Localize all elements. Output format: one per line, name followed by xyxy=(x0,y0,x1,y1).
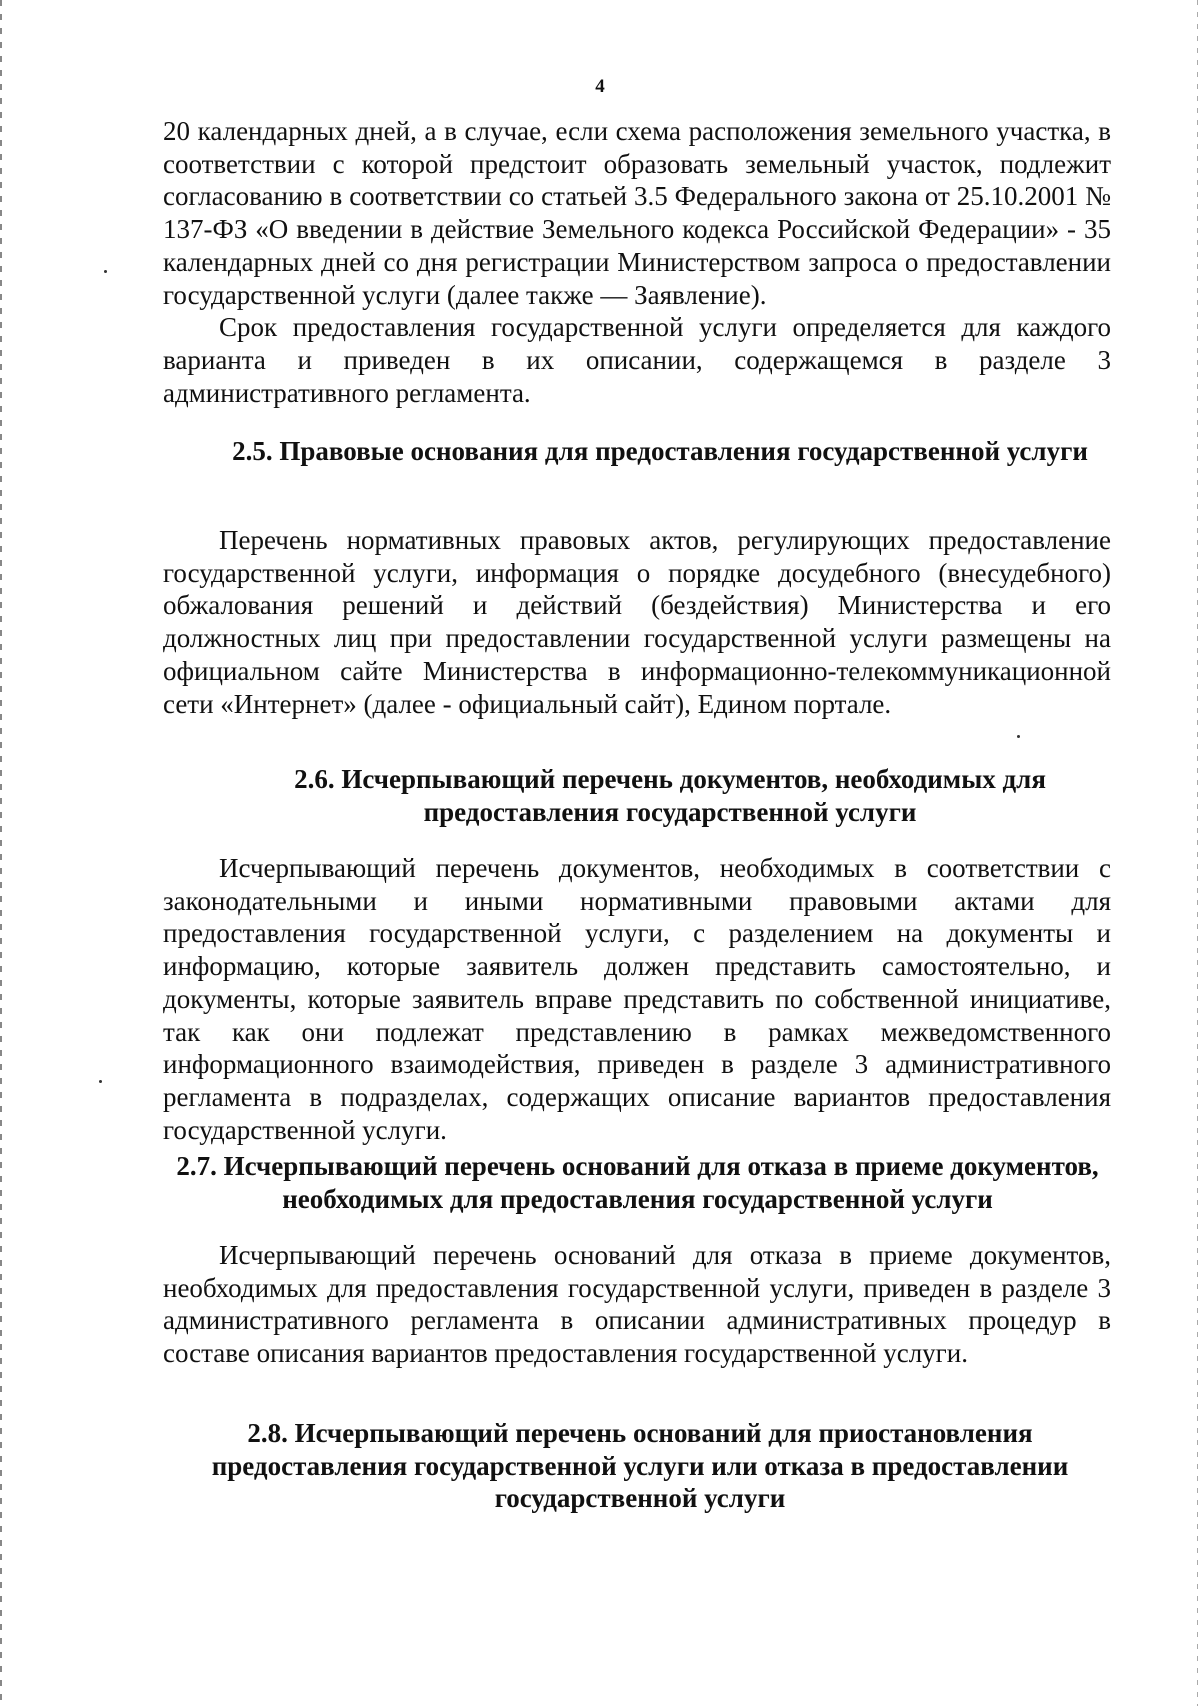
body-block-2-7 xyxy=(163,1239,1111,1370)
body-block-2-5 xyxy=(163,524,1111,720)
scan-right-edge xyxy=(1197,0,1198,1706)
heading-2-6: 2.6. Исчерпывающий перечень документов, необходимых для предоставления государственной услуги xyxy=(294,764,1046,827)
paragraph-term: Срок предоставления государственной услуги определяется для каждого варианта и приведен в их описании, содержащемся в разделе 3 административного регламента. xyxy=(163,312,1111,408)
scan-speck xyxy=(99,1080,102,1083)
heading-2-8: 2.8. Исчерпывающий перечень оснований для приостановления предоставления государственной услуги или отказа в предоставлении государственной услуги xyxy=(211,1418,1069,1514)
body-block-1 xyxy=(163,115,1111,409)
paragraph-2-6: Исчерпывающий перечень документов, необходимых в соответствии с законодательными и иными нормативными правовыми актами для предоставления государственной услуги, с разделением на документы и информацию, которые заявитель должен представить самостоятельно, и документы, которые заявитель вправе представить по собственной инициативе, так как они подлежат представлению в рамках межведомственного информационного взаимодействия, приведен в разделе 3 административного регламента в подразделах, содержащих описание вариантов предоставления государственной услуги. xyxy=(163,853,1111,1145)
paragraph-2-5: Перечень нормативных правовых актов, регулирующих предоставление государственной услуги, информация о порядке досудебного (внесудебного) обжалования решений и действий (бездействия) Министерства и его должностных лиц при предоставлении государственной услуги размещены на официальном сайте Министерства в информационно-телекоммуникационной сети «Интернет» (далее - официальный сайт), Едином портале. xyxy=(163,525,1111,719)
scan-speck xyxy=(104,270,107,273)
scan-left-edge xyxy=(0,0,2,1706)
heading-2-5: 2.5. Правовые основания для предоставления государственной услуги xyxy=(232,436,1088,466)
scan-speck xyxy=(1017,735,1020,738)
page-number: 4 xyxy=(595,76,605,97)
paragraph-2-7: Исчерпывающий перечень оснований для отказа в приеме документов, необходимых для предоставления государственной услуги, приведен в разделе 3 административного регламента в описании административных процедур в составе описания вариантов предоставления государственной услуги. xyxy=(163,1240,1111,1369)
body-block-2-6 xyxy=(163,852,1111,1146)
paragraph-continuation: 20 календарных дней, а в случае, если схема расположения земельного участка, в соответствии с которой предстоит образовать земельный участок, подлежит согласованию в соответствии со статьей 3.5 Федерального закона от 25.10.2001 № 137-ФЗ «О введении в действие Земельного кодекса Российской Федерации» - 35 календарных дней со дня регистрации Министерством запроса о предоставлении государственной услуги (далее также — Заявление). xyxy=(163,116,1111,310)
heading-2-7: 2.7. Исчерпывающий перечень оснований для отказа в приеме документов, необходимых для предоставления государственной услуги xyxy=(176,1151,1099,1214)
